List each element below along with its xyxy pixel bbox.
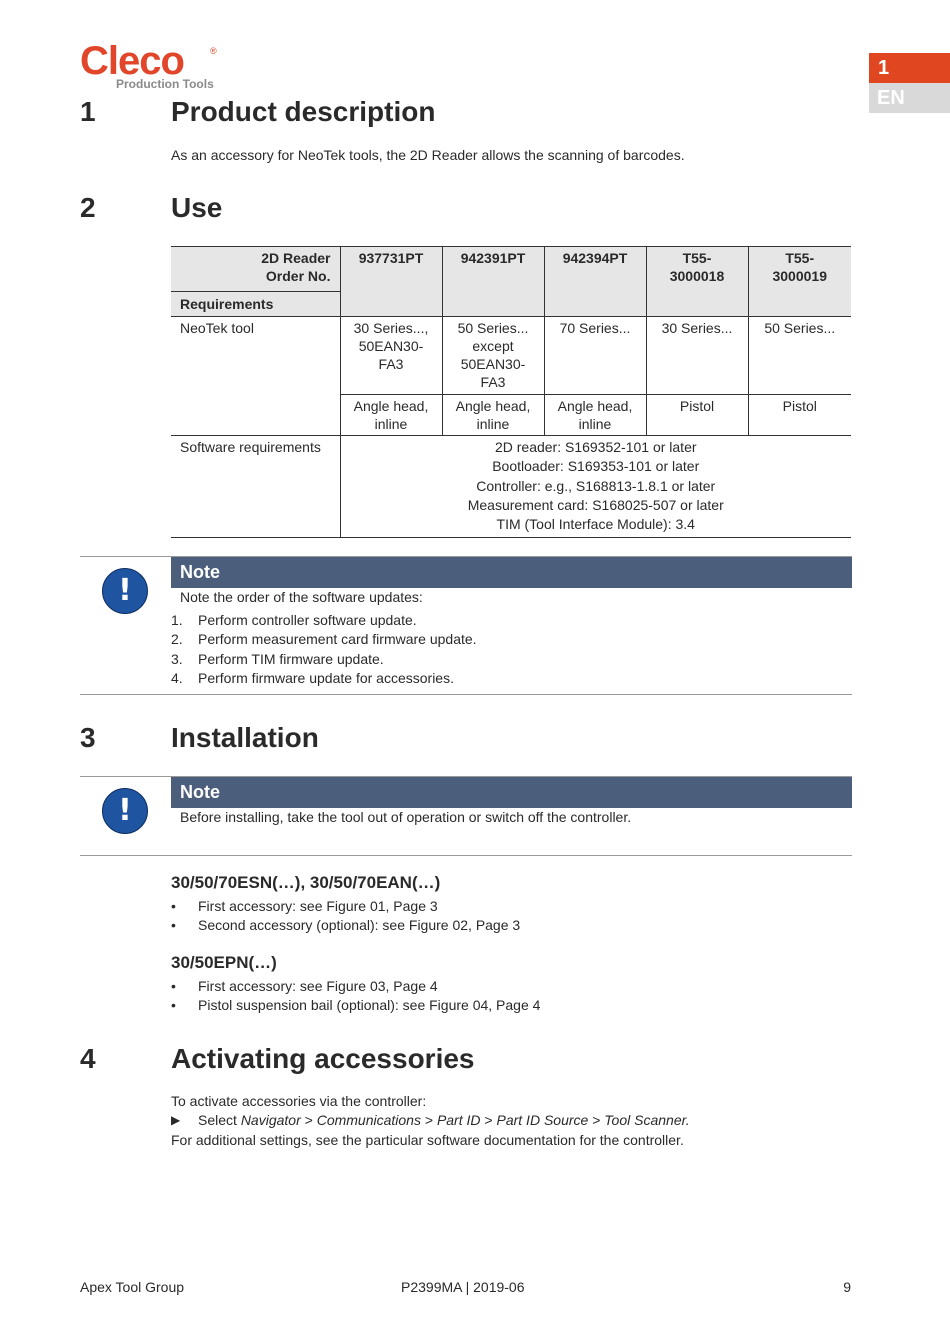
column-header: 942394PT bbox=[544, 247, 646, 317]
footer-document: P2399MA | 2019-06 bbox=[401, 1279, 525, 1295]
menu-path-item: Communications bbox=[316, 1112, 421, 1128]
section-number: 4 bbox=[80, 1043, 96, 1074]
registered-mark: ® bbox=[210, 46, 217, 56]
section-number: 3 bbox=[80, 722, 96, 753]
exclamation-icon: ! bbox=[102, 568, 148, 614]
subsection-heading: 30/50EPN(…) bbox=[171, 953, 277, 972]
table-cell: Angle head, inline bbox=[340, 395, 442, 436]
note-divider bbox=[80, 694, 852, 695]
table-cell: 30 Series..., 50EAN30- FA3 bbox=[340, 317, 442, 395]
section-title: Use bbox=[171, 192, 223, 223]
section-text: As an accessory for NeoTek tools, the 2D Reader allows the scanning of barcodes. bbox=[171, 147, 685, 163]
order-no-header: 2D Reader Order No. bbox=[171, 247, 340, 292]
column-header: T55- 3000018 bbox=[646, 247, 748, 317]
subsection-heading: 30/50/70ESN(…), 30/50/70EAN(…) bbox=[171, 873, 441, 892]
page-number: 9 bbox=[843, 1279, 851, 1295]
menu-path-item: Tool Scanner bbox=[604, 1112, 686, 1128]
note-divider bbox=[80, 855, 852, 856]
column-header: 942391PT bbox=[442, 247, 544, 317]
table-cell: 70 Series... bbox=[544, 317, 646, 395]
table-cell: 30 Series... bbox=[646, 317, 748, 395]
compatibility-table bbox=[171, 246, 851, 538]
menu-path-item: Navigator bbox=[240, 1112, 301, 1128]
table-cell: 50 Series... bbox=[748, 317, 851, 395]
exclamation-icon: ! bbox=[102, 788, 148, 834]
note-header: Note bbox=[171, 557, 852, 588]
language-tab: EN bbox=[869, 83, 950, 113]
menu-path-item: Part ID bbox=[436, 1112, 481, 1128]
section-title: Activating accessories bbox=[171, 1043, 475, 1074]
footer-company: Apex Tool Group bbox=[80, 1279, 185, 1295]
table-cell: Pistol bbox=[646, 395, 748, 436]
table-cell: Pistol bbox=[748, 395, 851, 436]
brand-subtitle: Production Tools bbox=[116, 77, 214, 91]
note-header: Note bbox=[171, 777, 852, 808]
table-cell bbox=[171, 395, 340, 436]
play-arrow-icon: ▶ bbox=[171, 1113, 181, 1127]
activate-intro: To activate accessories via the controller: bbox=[171, 1093, 427, 1109]
software-label: Software requirements bbox=[171, 436, 340, 538]
table-cell: 50 Series... except 50EAN30- FA3 bbox=[442, 317, 544, 395]
section-title: Installation bbox=[171, 722, 319, 753]
menu-path-item: Part ID Source bbox=[496, 1112, 589, 1128]
column-header: 937731PT bbox=[340, 247, 442, 317]
brand-logo: Cleco bbox=[80, 39, 184, 83]
neotek-label: NeoTek tool bbox=[171, 317, 340, 395]
table-cell: Angle head, inline bbox=[442, 395, 544, 436]
software-requirements: 2D reader: S169352-101 or later Bootloader: S169353-101 or later Controller: e.g., S168813-1.8.1 or later Measurement card: S168025-507 or later TIM (Tool Interface Module): 3.4 bbox=[340, 436, 851, 538]
table-cell: Angle head, inline bbox=[544, 395, 646, 436]
section-title: Product description bbox=[171, 96, 436, 127]
section-number: 1 bbox=[80, 96, 96, 127]
requirements-header: Requirements bbox=[171, 292, 340, 317]
activate-outro: For additional settings, see the particular software documentation for the controller. bbox=[171, 1132, 684, 1148]
chapter-tab: 1 bbox=[869, 53, 950, 83]
section-number: 2 bbox=[80, 192, 96, 223]
note-text: Note the order of the software updates: bbox=[180, 589, 423, 605]
note-text: Before installing, take the tool out of operation or switch off the controller. bbox=[180, 809, 632, 825]
column-header: T55- 3000019 bbox=[748, 247, 851, 317]
